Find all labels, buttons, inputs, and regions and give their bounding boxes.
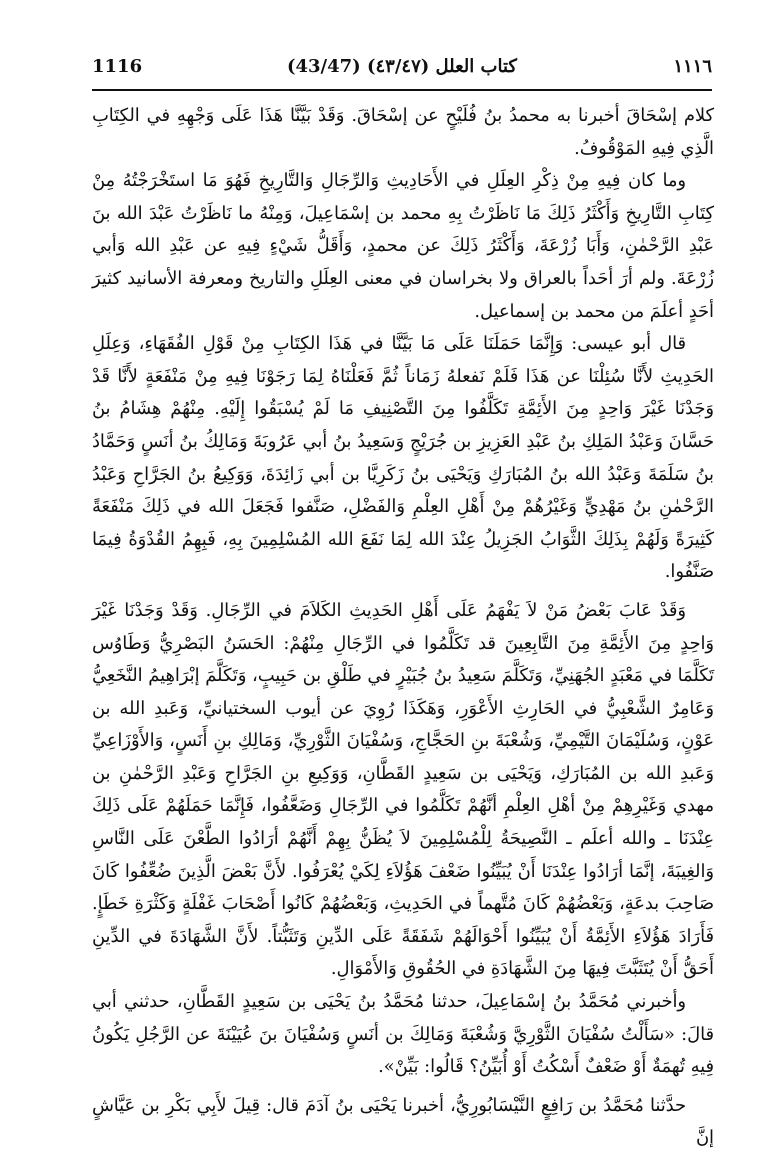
paragraph-6: حدَّثنا مُحَمَّدُ بن رَافِعٍ النَّيْسَابُورِيُّ، أخبرنا يَحْيَى بنُ آدَمَ قال: قِيلَ لأَبِي بَكْرِ بن عَيَّاشٍ إنَّ	[92, 1094, 714, 1149]
page-number-arabic: ١١١٦	[673, 56, 712, 77]
running-title: (43/47) كتاب العلل (٤٣/٤٧)	[286, 56, 517, 77]
header-rule	[92, 89, 712, 91]
main-text	[92, 100, 714, 1149]
paragraph-3: قال أبو عيسى: وَإِنَّمَا حَمَلَنَا عَلَى مَا بَيَّنَّا في هَذَا الكِتَابِ مِنْ قَوْلِ الفُقَهَاءِ، وَعِلَلِ الحَدِيثِ لأَنَّا سُئِلْنَا عن هَذَا فَلَمْ نَفعلهُ زَمَاناً ثُمَّ فَعَلْنَاهُ لِمَا رَجَوْنَا فِيهِ مِنْ مَنْفَعَةٍ لأَنَّا قَدْ وَجَدْنَا غَيْرَ وَاحِدٍ مِنَ الأَئِمَّةِ تَكَلَّفُوا مِنَ التَّصْنِيفِ مَا لَمْ يُسْبَقُوا إِلَيْهِ. مِنْهُمْ هِشَامُ بنُ حَسَّانَ وَعَبْدُ المَلِكِ بنُ عَبْدِ العَزِيزِ بن جُرَيْجٍ وَسَعِيدُ بنُ أبي عَرُوبَةَ وَمَالِكُ بنُ أنَسٍ وَحَمَّادُ بنُ سَلَمَةَ وَعَبْدُ الله بنُ المُبَارَكِ وَيَحْيَى بنُ زَكَرِيَّا بن أبي زَائِدَةَ، وَوَكِيعُ بنُ الجَرَّاحِ وَعَبْدُ الرَّحْمٰنِ بنُ مَهْدِيٍّ وَغَيْرُهُمْ مِنْ أَهْلِ العِلْمِ وَالفَضْلِ، صَنَّفوا فَجَعَلَ الله في ذَلِكَ مَنْفَعَةً كَثِيرَةً وَلَهُمْ بِذَلِكَ الثَّوَابُ الجَزِيلُ عِنْدَ الله لِمَا نَفَعَ الله المُسْلِمِينَ بِهِ، فَبِهِمُ القُدْوَةُ فِيمَا صَنَّفُوا.	[92, 333, 714, 583]
page-header	[92, 52, 712, 86]
paragraph-1: كلام إسْحَاقَ أخبرنا به محمدُ بنُ فُلَيْحٍ عن إسْحَاقَ. وَقَدْ بَيَّنَّا هَذَا عَلَى وَجْهِهِ في الكِتَابِ الَّذِي فِيهِ المَوْقُوفُ.	[92, 105, 714, 159]
paragraph-5: وأخبرني مُحَمَّدُ بنُ إسْمَاعِيلَ، حدثنا مُحَمَّدُ بنُ يَحْيَى بن سَعِيدٍ القَطَّانِ، حدثني أبي قالَ: «سَأَلْتُ سُفْيَانَ الثَّوْرِيَّ وَشُعْبَةَ وَمَالِكَ بن أنَسٍ وَسُفْيَانَ بنَ عُيَيْنَةَ عن الرَّجُلِ يَكُونُ فِيهِ تُهمَةٌ أَوْ ضَعْفٌ أَسْكُتُ أَوْ أُبَيِّنُ؟ قَالُوا: بَيِّنْ».	[92, 991, 714, 1078]
paragraph-2: وما كان فِيهِ مِنْ ذِكْرِ العِلَلِ في الأَحَادِيثِ وَالرِّجَالِ وَالتَّارِيخِ فَهُوَ مَا استَخْرَجْتُهُ مِنْ كِتَابِ التَّارِيخِ وَأَكْثَرُ ذَلِكَ مَا نَاظَرْتُ بِهِ محمد بن إسْمَاعِيلَ، وَمِنْهُ ما نَاظَرْتُ عَبْدَ الله بنَ عَبْدِ الرَّحْمٰنِ، وَأَبَا زُرْعَةَ، وَأَكْثَرُ ذَلِكَ عن محمدٍ، وَأَقَلُّ شَيْءٍ فِيهِ عن عَبْدِ الله وَأبي زُرْعَةَ. ولم أرَ أحَداً بالعراق ولا بخراسان في معنى العِلَلِ والتاريخ ومعرفة الأسانيد كثيرَ أحَدٍ أعلَمَ من محمد بن إسماعيل.	[92, 170, 714, 322]
page-number-latin: 1116	[92, 56, 143, 77]
paragraph-4: وَقَدْ عَابَ بَعْضُ مَنْ لاَ يَفْهَمُ عَلَى أَهْلِ الحَدِيثِ الكَلاَمَ في الرِّجَالِ. وَقَدْ وَجَدْنَا غَيْرَ وَاحِدٍ مِنَ الأَئِمَّةِ مِنَ التَّابِعِينَ قد تَكَلَّمُوا في الرِّجَالِ مِنْهُمْ: الحَسَنُ البَصْرِيُّ وَطَاوُس تَكَلَّمَا في مَعْبَدٍ الجُهَنِيِّ، وَتَكَلَّمَ سَعِيدُ بنُ جُبَيْرٍ في طَلْقِ بن حَبِيبٍ، وَتَكَلَّمَ إبْرَاهِيمُ النَّخَعِيُّ وَعَامِرٌ الشَّعْبِيُّ في الحَارِثِ الأَعْوَرِ، وَهَكَذَا رُوِيَ عن أيوب السختيانيِّ، وَعَبدِ الله بن عَوْنٍ، وَسُلَيْمَانَ التَّيْمِيِّ، وَشُعْبَةَ بنِ الحَجَّاجِ، وَسُفْيَانَ الثَّوْرِيِّ، وَمَالِكِ بنِ أَنَسٍ، وَالأَوْزَاعِيِّ وَعَبدِ الله بن المُبَارَكِ، وَيَحْيَى بن سَعِيدٍ القَطَّانِ، وَوَكِيعِ بنِ الجَرَّاحِ وَعَبْدِ الرَّحْمٰنِ بن مهدي وَغَيْرِهِمْ مِنْ أهْلِ العِلْمِ أنَّهُمْ تَكَلَّمُوا في الرِّجَالِ وَضَعَّفُوا، فَإِنَّمَا حَمَلَهُمْ عَلَى ذَلِكَ عِنْدَنَا ـ والله أعلَم ـ النَّصِيحَةُ لِلْمُسْلِمِينَ لاَ يُظَنُّ بِهِمْ أَنَّهُمْ أرَادُوا الطَّعْنَ عَلَى النَّاسِ وَالغِيبَةَ، إنَّمَا أرَادُوا عِنْدَنَا أَنْ يُبَيِّنُوا ضَعْفَ هَؤُلاَءِ لِكَيْ يُعْرَفُوا. لأَنَّ بَعْضَ الَّذِينَ ضُعِّفُوا كَانَ صَاحِبَ بدعَةٍ، وَبَعْضُهُمْ كَانَ مُتَّهماً في الحَدِيثِ، وَبَعْضُهُمْ كَانُوا أَصْحَابَ غَفْلَةٍ وَكَثْرَةِ خَطَإٍ. فَأَرَادَ هَؤُلاَءِ الأَئِمَّةُ أَنْ يُبَيِّنُوا أَحْوَالَهُمْ شَفَقَةً عَلَى الدِّينِ وَتَثَبُّتاً. لأَنَّ الشَّهَادَةَ في الدِّينِ أَحَقُّ أَنْ يُتَثَبَّتَ فِيهَا مِنَ الشَّهَادَةِ في الحُقُوقِ وَالأَمْوَالِ.	[92, 599, 714, 980]
